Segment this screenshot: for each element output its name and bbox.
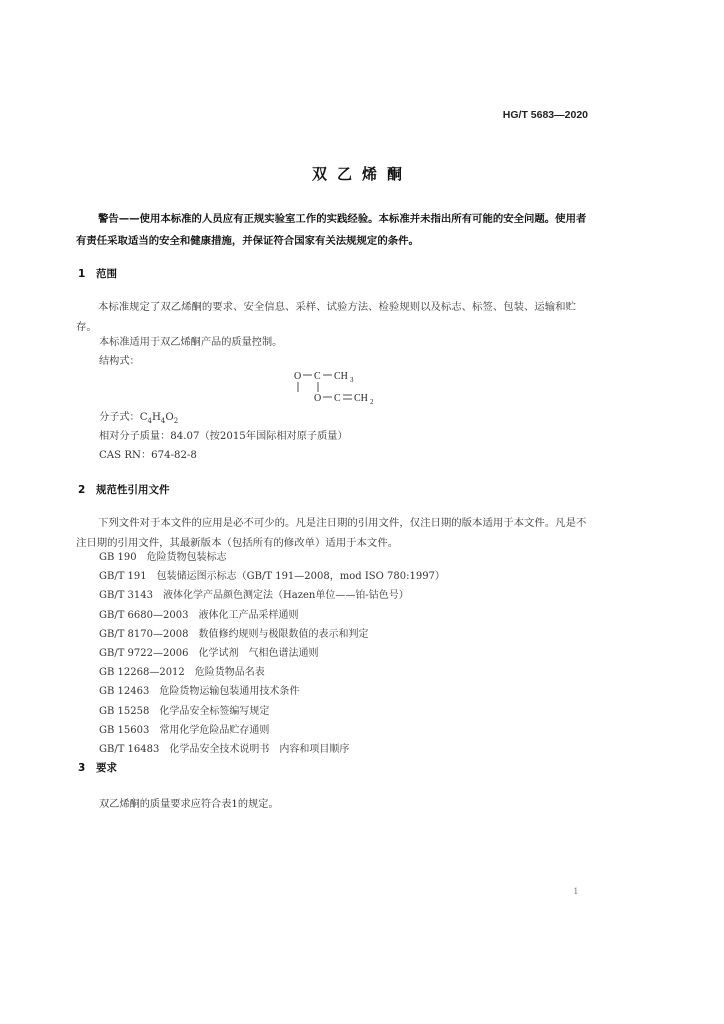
reference-item [99, 663, 445, 682]
reference-code: GB/T 6680—2003 [99, 609, 189, 621]
section-heading-requirements [78, 760, 117, 775]
warning-paragraph: 警告——使用本标准的人员应有正规实验室工作的实践经验。本标准并未指出所有可能的安全问题。使用者有责任采取适当的安全和健康措施，并保证符合国家有关法规规定的条件。 [76, 213, 587, 247]
formula-o: O [165, 412, 174, 423]
section-title: 规范性引用文件 [96, 484, 170, 496]
atom-o1: O [294, 371, 302, 382]
cas-number: CAS RN：674-82-8 [99, 450, 197, 461]
reference-item [99, 625, 445, 644]
reference-title: 化学试剂 气相色谱法通则 [198, 647, 319, 659]
section-number: 1 [78, 268, 86, 280]
reference-item [99, 644, 445, 663]
document-code: HG/T 5683—2020 [502, 109, 588, 121]
reference-title: 化学品安全技术说明书 内容和项目顺序 [169, 743, 350, 755]
reference-code: GB 12268—2012 [99, 667, 185, 679]
reference-title: 液体化学产品颜色测定法（Hazen单位——铂-钴色号） [163, 590, 409, 602]
formula-label: 分子式： [99, 412, 140, 423]
structure-label: 结构式： [99, 356, 140, 367]
structural-formula [290, 368, 400, 408]
reference-title: 危险货物运输包装通用技术条件 [159, 686, 300, 698]
reference-code: GB/T 16483 [99, 743, 160, 755]
formula-c-sub: 4 [147, 417, 153, 426]
reference-code: GB 15603 [99, 724, 150, 736]
reference-code: GB/T 191 [99, 571, 147, 583]
reference-title: 危险货物品名表 [194, 667, 265, 679]
section-title: 要求 [96, 762, 117, 774]
group-ch2: CH [354, 393, 368, 404]
scope-paragraph-1: 本标准规定了双乙烯酮的要求、安全信息、采样、试验方法、检验规则以及标志、标签、包装、运输和贮存。 [76, 301, 576, 333]
group-ch3: CH [334, 371, 348, 382]
atom-c2: C [334, 393, 341, 404]
reference-code: GB 12463 [99, 686, 150, 698]
requirements-paragraph: 双乙烯酮的质量要求应符合表1的规定。 [99, 799, 279, 810]
atom-o2: O [314, 393, 322, 404]
page-number: 1 [573, 886, 578, 896]
reference-item [99, 740, 445, 759]
reference-item [99, 606, 445, 625]
reference-item [99, 682, 445, 701]
formula-h-sub: 4 [160, 417, 166, 426]
section-number: 3 [78, 762, 86, 774]
reference-title: 数值修约规则与极限数值的表示和判定 [198, 628, 369, 640]
reference-item [99, 586, 445, 605]
relative-molecular-mass: 相对分子质量：84.07（按2015年国际相对原子质量） [99, 431, 348, 442]
reference-title: 液体化工产品采样通则 [198, 609, 299, 621]
scope-paragraph-2: 本标准适用于双乙烯酮产品的质量控制。 [99, 337, 283, 348]
reference-code: GB 190 [99, 552, 137, 563]
normative-intro: 下列文件对于本文件的应用是必不可少的。凡是注日期的引用文件，仅注日期的版本适用于本文件。凡是不注日期的引用文件，其最新版本（包括所有的修改单）适用于本文件。 [76, 517, 587, 549]
reference-item [99, 548, 445, 567]
formula-o-sub: 2 [173, 417, 179, 426]
subscript-3: 3 [350, 376, 354, 384]
molecular-formula [99, 408, 178, 425]
section-heading-scope [78, 266, 117, 281]
atom-c1: C [314, 371, 321, 382]
reference-title: 包装储运图示标志（GB/T 191—2008，mod ISO 780:1997） [156, 571, 445, 583]
formula-h: H [152, 412, 161, 423]
reference-title: 常用化学危险品贮存通则 [159, 724, 270, 736]
reference-item [99, 702, 445, 721]
reference-list [99, 548, 445, 759]
reference-code: GB/T 9722—2006 [99, 647, 189, 659]
section-number: 2 [78, 484, 86, 496]
section-heading-normative [78, 482, 170, 497]
section-title: 范围 [96, 268, 117, 280]
reference-code: GB 15258 [99, 705, 150, 717]
reference-code: GB/T 8170—2008 [99, 628, 189, 640]
document-title: 双乙烯酮 [311, 165, 412, 183]
reference-title: 化学品安全标签编写规定 [159, 705, 270, 717]
reference-item [99, 567, 445, 586]
reference-item [99, 721, 445, 740]
subscript-2: 2 [370, 398, 374, 406]
reference-code: GB/T 3143 [99, 590, 154, 602]
reference-title: 危险货物包装标志 [146, 552, 227, 563]
formula-c: C [139, 412, 148, 423]
